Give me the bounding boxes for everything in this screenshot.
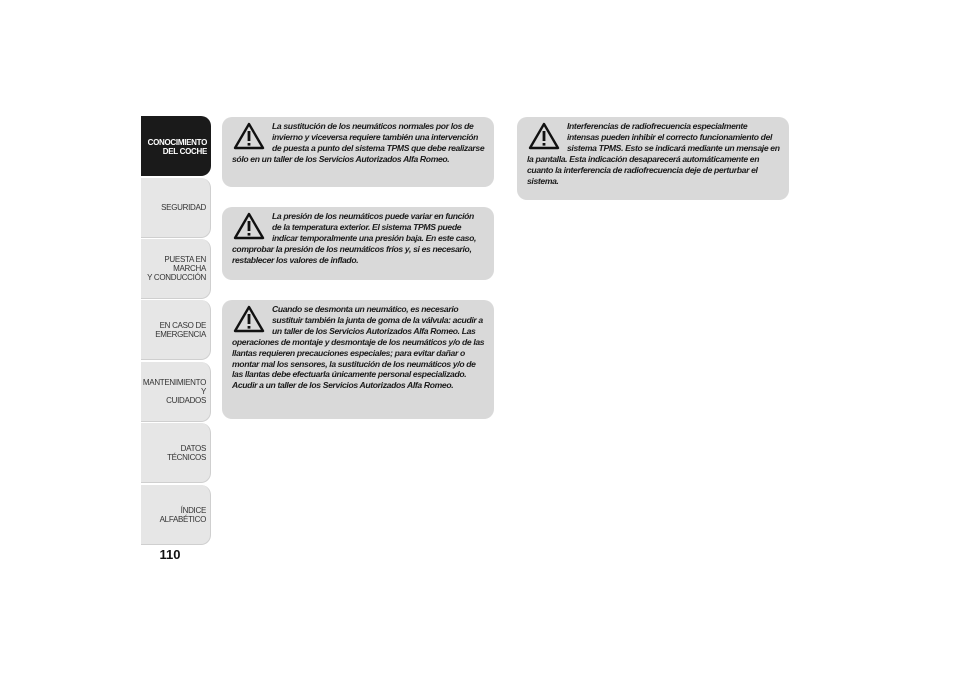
warning-box [222, 207, 494, 280]
warning-text: La presión de los neumáticos puede variar en función de la temperatura exterior. El sistema TPMS puede indicar temporalmente una presión baja. En este caso, comprobar la presión de los neumáticos fríos y, si es necesario, restablecer los valores de inflado. [232, 211, 477, 265]
tab-puesta-en-marcha[interactable] [141, 239, 211, 299]
warning-text: La sustitución de los neumáticos normales por los de invierno y viceversa requiere también una intervención de puesta a punto del sistema TPMS que debe realizarse sólo en un taller de los Servicios Autorizados Alfa Romeo. [232, 121, 485, 164]
tab-label: PUESTA EN MARCHA Y CONDUCCIÓN [147, 255, 206, 282]
warning-triangle-icon [232, 121, 266, 151]
tab-datos-tecnicos[interactable] [141, 423, 211, 483]
tab-conocimiento-del-coche[interactable] [141, 116, 211, 176]
page-number: 110 [159, 547, 181, 562]
tab-label: CONOCIMIENTO DEL COCHE [147, 138, 207, 156]
tab-en-caso-de-emergencia[interactable] [141, 300, 211, 360]
warning-triangle-icon [232, 211, 266, 241]
warning-box [222, 117, 494, 187]
warning-box [222, 300, 494, 419]
tab-label: SEGURIDAD [161, 203, 206, 212]
tab-label: EN CASO DE EMERGENCIA [155, 320, 206, 339]
tab-seguridad[interactable] [141, 178, 211, 238]
tab-indice-alfabetico[interactable] [141, 485, 211, 545]
tab-label: ÍNDICE ALFABÉTICO [159, 505, 206, 524]
tab-label: MANTENIMIENTO Y CUIDADOS [142, 378, 206, 405]
warning-box [517, 117, 789, 200]
warning-triangle-icon [527, 121, 561, 151]
warning-text: Interferencias de radiofrecuencia especialmente intensas pueden inhibir el correcto funcionamiento del sistema TPMS. Esto se indicará mediante un mensaje en la pantalla. Esta indicación desaparecerá automáticamente en cuanto la interferencia de radiofrecuencia deje de perturbar el sistema. [527, 121, 780, 186]
tab-mantenimiento[interactable] [141, 362, 211, 422]
warning-text: Cuando se desmonta un neumático, es necesario sustituir también la junta de goma de la válvula: acudir a un taller de los Servicios Autorizados Alfa Romeo. Las operaciones de montaje y desmontaje de los neumáticos y/o de las llantas requieren precauciones especiales; para evitar dañar o montar mal los sensores, la sustitución de los neumáticos y/o de las llantas debe efectuarla únicamente personal especializado. Acudir a un taller de los Servicios Autorizados Alfa Romeo. [232, 304, 485, 391]
tab-label: DATOS TÉCNICOS [167, 443, 206, 462]
warning-triangle-icon [232, 304, 266, 334]
